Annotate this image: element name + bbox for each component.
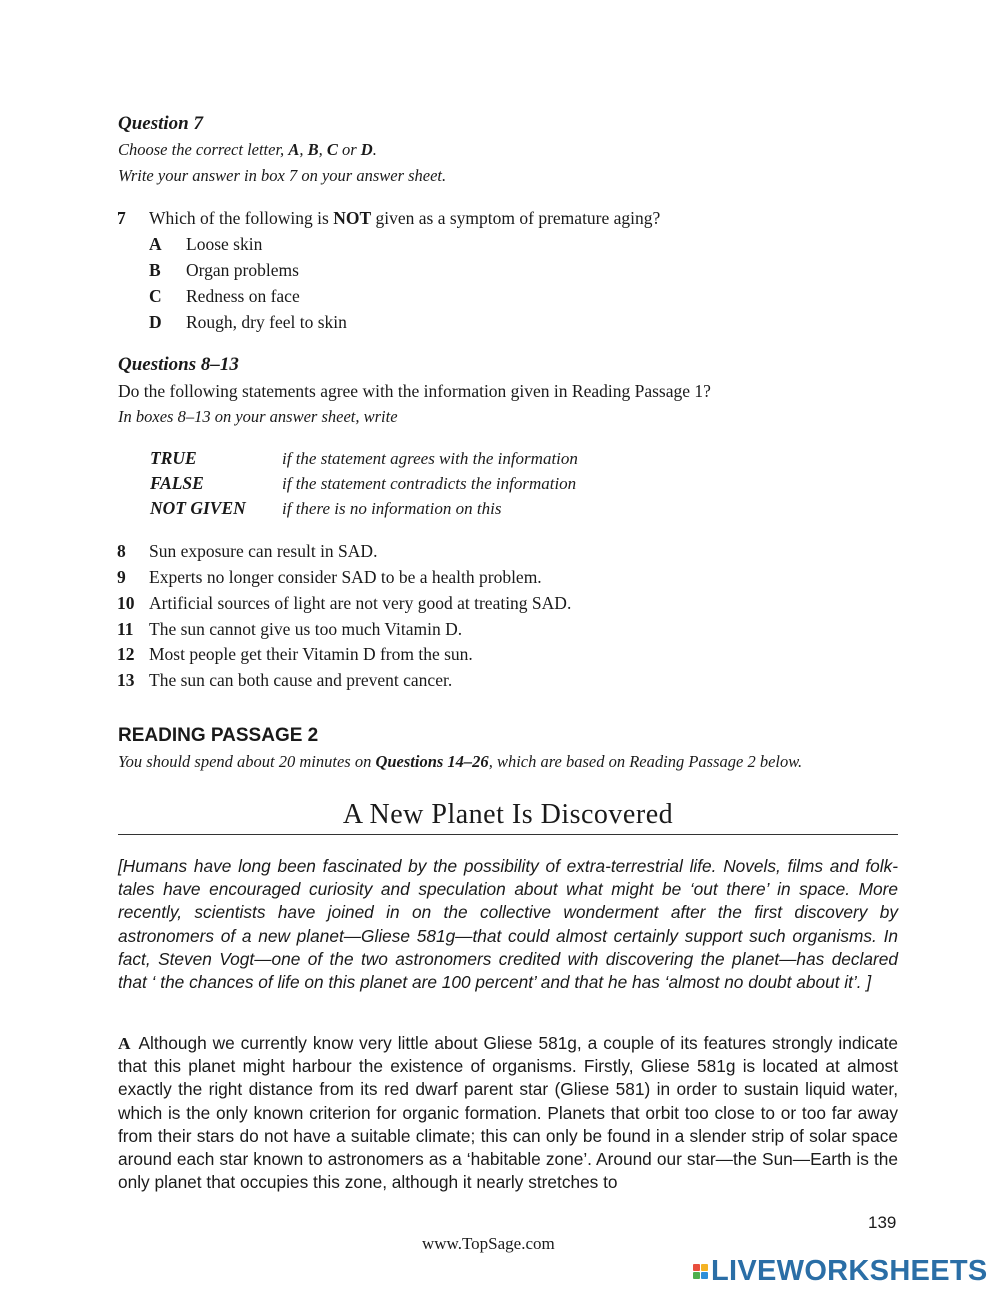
legend-desc-not-given: if there is no information on this [282, 499, 502, 518]
instruction-emphasis: Questions 14–26 [375, 752, 489, 771]
option-b[interactable] [149, 260, 299, 281]
legend-desc-false: if the statement contradicts the information [282, 474, 577, 493]
statement-number: 12 [117, 644, 135, 664]
liveworksheets-icon [693, 1264, 708, 1279]
paragraph-a [118, 1032, 898, 1194]
instruction-text: , which are based on Reading Passage 2 below. [488, 752, 803, 771]
paragraph-text: Although we currently know very little about Gliese 581g, a couple of its features strongly indicate that this planet might harbour the existence of organisms. Firstly, Gliese 581g is located at almost exactly the right distance from its red dwarf parent star (Gliese 581) in order to sustain liquid water, which is the only known criterion for organic formation. Planets that orbit too close to or too far away from their stars do not have a suitable climate; this can only be found in a slender strip of solar space around each star known to astronomers as a ‘habitable zone’. Around our star—the Sun—Earth is the only planet that occupies this zone, although it nearly stretches to [118, 1033, 898, 1193]
title-divider [118, 834, 898, 835]
questions-8-13-instruction-2: In boxes 8–13 on your answer sheet, write [118, 407, 398, 426]
page-number: 139 [868, 1213, 897, 1232]
liveworksheets-logo[interactable] [693, 1255, 988, 1288]
legend-key-false: FALSE [150, 473, 204, 493]
question-7-heading: Question 7 [118, 113, 203, 134]
statement-number: 9 [117, 567, 126, 587]
legend-key-not-given: NOT GIVEN [150, 498, 246, 518]
statement-number: 8 [117, 541, 126, 561]
passage-title: A New Planet Is Discovered [342, 799, 674, 830]
logo-square [693, 1272, 700, 1279]
question-7-instruction-2: Write your answer in box 7 on your answer sheet. [118, 166, 447, 185]
statement-text: The sun cannot give us too much Vitamin D. [149, 619, 463, 639]
questions-8-13-heading: Questions 8–13 [118, 354, 239, 375]
question-text-part: given as a symptom of premature aging? [375, 208, 661, 228]
option-text: Rough, dry feel to skin [186, 312, 347, 332]
statement-number: 10 [117, 593, 135, 613]
option-letter: A [149, 234, 162, 254]
website-link[interactable]: www.TopSage.com [422, 1234, 555, 1253]
logo-square [701, 1264, 708, 1271]
statement-8 [117, 541, 377, 562]
statement-11 [117, 619, 462, 640]
reading-passage-instruction [118, 752, 802, 772]
brand-name: LIVEWORKSHEETS [711, 1255, 988, 1287]
option-letter: D [149, 312, 162, 332]
statement-13 [117, 670, 452, 691]
option-text: Redness on face [186, 286, 300, 306]
option-letter: B [149, 260, 161, 280]
passage-intro: [Humans have long been fascinated by the possibility of extra-terrestrial life. Novels, films and folk-tales have encouraged curiosity and speculation about what might be ‘out there’ in space. More recently, scientists have joined in on the collective wonderment after the first discovery by astronomers of a new planet—Gliese 581g—that could almost certainly support such organisms. In fact, Steven Vogt—one of the two astronomers credited with discovering the planet—has declared that ‘ the chances of life on this planet are 100 percent’ and that he has ‘almost no doubt about it’. ] [118, 856, 898, 993]
statement-number: 13 [117, 670, 135, 690]
statement-text: Most people get their Vitamin D from the sun. [149, 644, 473, 664]
legend-key-true: TRUE [150, 448, 197, 468]
question-number: 7 [117, 208, 126, 228]
statement-10 [117, 593, 571, 614]
questions-8-13-instruction-1: Do the following statements agree with the information given in Reading Passage 1? [118, 381, 711, 401]
option-d[interactable] [149, 312, 347, 333]
legend-desc-true: if the statement agrees with the information [282, 449, 578, 468]
question-7-instruction-1: Choose the correct letter, A, B, C or D. [118, 140, 377, 159]
statement-text: The sun can both cause and prevent cancer. [149, 670, 453, 690]
statement-12 [117, 644, 473, 665]
statement-text: Sun exposure can result in SAD. [149, 541, 378, 561]
option-a[interactable] [149, 234, 262, 255]
statement-9 [117, 567, 542, 588]
statement-text: Artificial sources of light are not very good at treating SAD. [149, 593, 572, 613]
instruction-text: You should spend about 20 minutes on [118, 752, 372, 771]
paragraph-letter: A [118, 1034, 131, 1053]
option-text: Organ problems [186, 260, 299, 280]
question-text-part: Which of the following is [149, 208, 329, 228]
logo-square [701, 1272, 708, 1279]
option-letter: C [149, 286, 162, 306]
question-text-emphasis: NOT [333, 208, 372, 228]
statement-number: 11 [117, 619, 134, 639]
option-c[interactable] [149, 286, 300, 307]
question-7-stem [117, 208, 660, 229]
statement-text: Experts no longer consider SAD to be a health problem. [149, 567, 542, 587]
option-text: Loose skin [186, 234, 263, 254]
reading-passage-label: READING PASSAGE 2 [118, 725, 319, 746]
logo-square [693, 1264, 700, 1271]
